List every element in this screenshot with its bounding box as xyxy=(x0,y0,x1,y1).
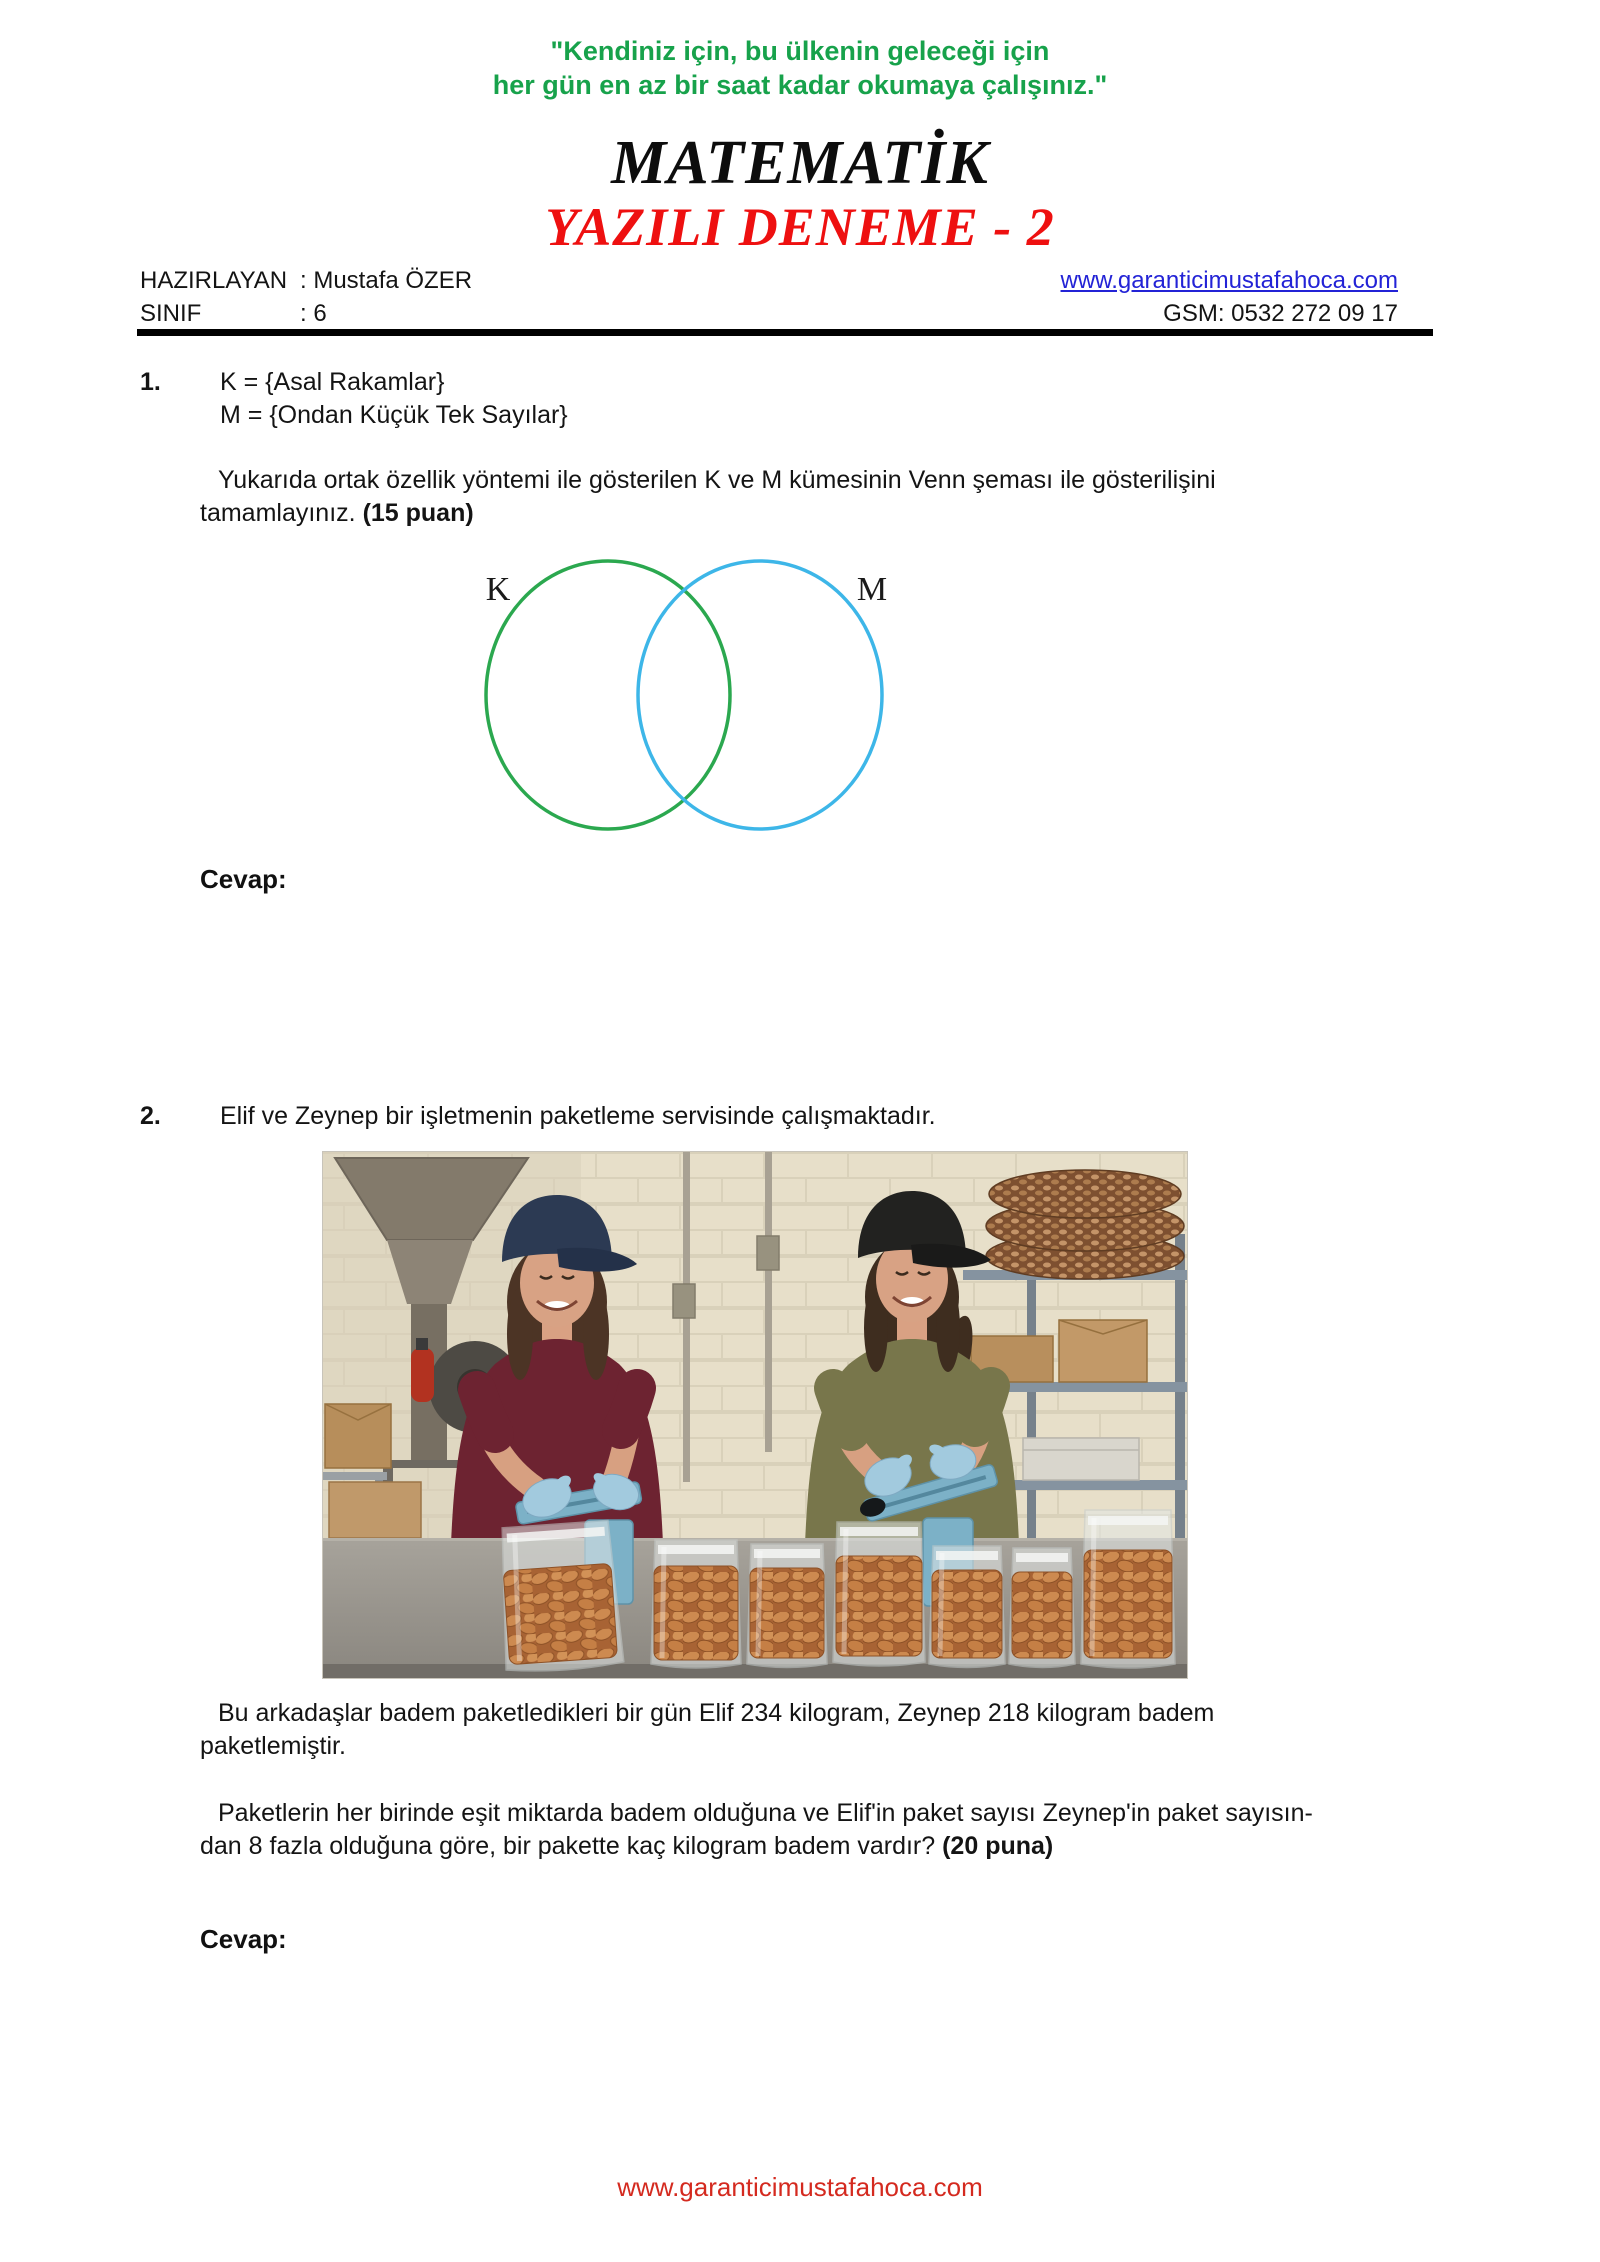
question1-number: 1. xyxy=(140,368,161,396)
question2-paragraph1 xyxy=(200,1697,1440,1763)
venn-diagram xyxy=(440,540,910,852)
question1-prompt xyxy=(200,464,1440,530)
prepared-by-row xyxy=(140,264,472,297)
prepared-by-label: HAZIRLAYAN xyxy=(140,267,288,294)
question1-set-m: M = {Ondan Küçük Tek Sayılar} xyxy=(220,401,568,429)
page-title: MATEMATİK xyxy=(611,129,989,197)
venn-circle-m xyxy=(638,561,882,829)
question2-points: (20 puna) xyxy=(942,1832,1054,1860)
question1-prompt-line1: Yukarıda ortak özellik yöntemi ile gösterilen K ve M kümesinin Venn şeması ile gösterilişini xyxy=(218,466,1216,494)
prepared-by-value: : Mustafa ÖZER xyxy=(300,267,473,294)
header-info-left xyxy=(140,264,472,330)
question2-answer-label: Cevap: xyxy=(200,1924,287,1954)
class-row xyxy=(140,297,472,330)
almond-bag xyxy=(747,1544,827,1668)
question2-para2-line2-text: dan 8 fazla olduğuna göre, bir pakette kaç kilogram badem vardır? xyxy=(200,1832,943,1860)
question2-para1-line1: Bu arkadaşlar badem paketledikleri bir gün Elif 234 kilogram, Zeynep 218 kilogram badem xyxy=(218,1699,1215,1727)
question2-photo xyxy=(323,1152,1187,1678)
question2-para1-line2: paketlemiştir. xyxy=(200,1732,346,1760)
quote-line-1: "Kendiniz için, bu ülkenin geleceği için xyxy=(550,36,1050,66)
question2-paragraph2 xyxy=(200,1797,1480,1863)
class-label: SINIF xyxy=(140,300,202,327)
question1-points: (15 puan) xyxy=(362,499,474,527)
header-info-right xyxy=(1061,264,1398,330)
almond-bag xyxy=(833,1522,925,1666)
page-subtitle: YAZILI DENEME - 2 xyxy=(545,197,1055,257)
white-box-shelf xyxy=(1023,1438,1139,1480)
almond-bag xyxy=(1081,1510,1175,1668)
photo-illustration xyxy=(323,1152,1187,1678)
question1-prompt-line2-text: tamamlayınız. xyxy=(200,499,363,527)
footer-website: www.garanticimustafahoca.com xyxy=(617,2172,983,2202)
question1-sets xyxy=(220,366,568,432)
almond-bag xyxy=(929,1546,1005,1668)
header-website-link[interactable]: www.garanticimustafahoca.com xyxy=(1060,267,1398,294)
almond-bag xyxy=(1009,1548,1075,1668)
venn-label-m: M xyxy=(856,571,888,608)
gsm-number: GSM: 0532 272 09 17 xyxy=(1163,300,1398,327)
almond-sacks-stack xyxy=(986,1170,1184,1279)
question1-answer-label: Cevap: xyxy=(200,864,287,894)
venn-label-k: K xyxy=(485,571,511,608)
almond-bag xyxy=(496,1520,624,1674)
question2-intro: Elif ve Zeynep bir işletmenin paketleme servisinde çalışmaktadır. xyxy=(220,1102,936,1130)
class-value: : 6 xyxy=(300,300,327,327)
header-divider xyxy=(137,329,1433,336)
question2-para2-line2 xyxy=(200,1830,1480,1863)
almond-bag xyxy=(651,1540,741,1668)
question1-set-k: K = {Asal Rakamlar} xyxy=(220,368,445,396)
question1-prompt-line2 xyxy=(200,497,1440,530)
quote-line-2: her gün en az bir saat kadar okumaya çalışınız." xyxy=(492,70,1108,100)
question2-number: 2. xyxy=(140,1102,161,1130)
question2-para2-line1: Paketlerin her birinde eşit miktarda badem olduğuna ve Elif'in paket sayısı Zeynep'in paket sayısın- xyxy=(218,1799,1313,1827)
venn-circle-k xyxy=(486,561,730,829)
